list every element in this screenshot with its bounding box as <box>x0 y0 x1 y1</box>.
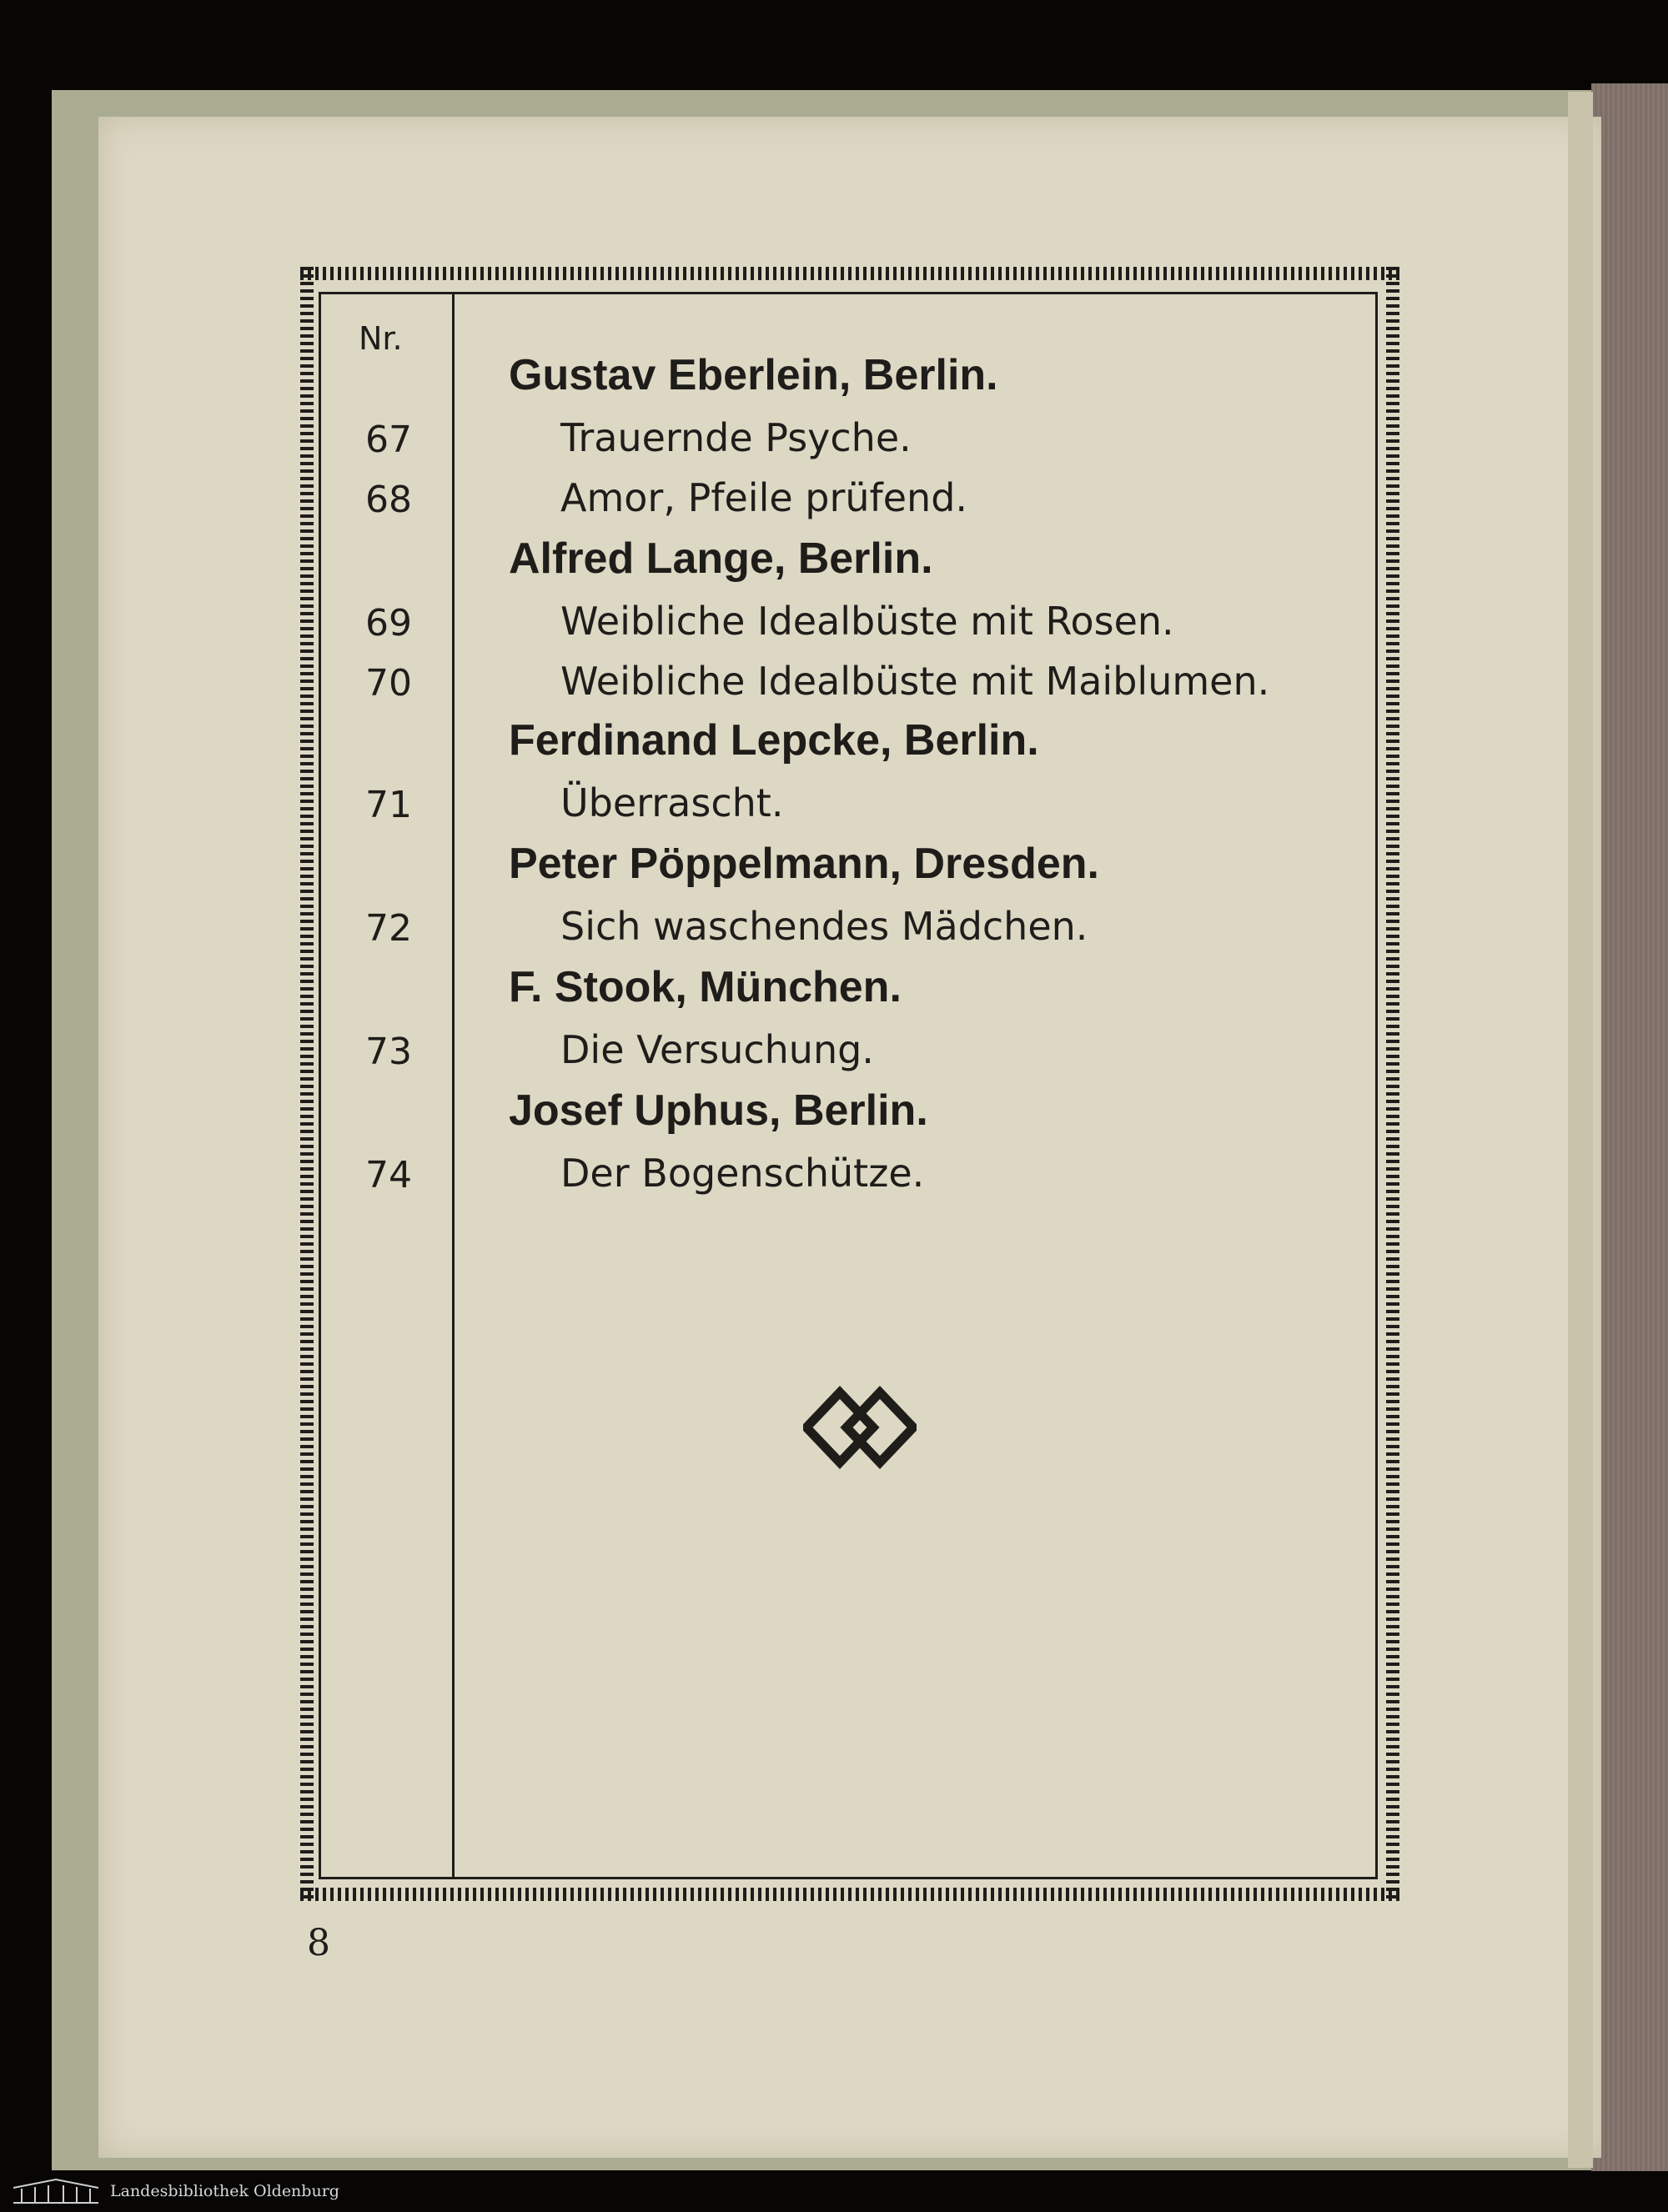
artist-heading: Josef Uphus, Berlin. <box>509 1086 928 1135</box>
catalog-number: 72 <box>365 907 412 950</box>
catalog-number: 74 <box>365 1154 412 1196</box>
work-title: Der Bogenschütze. <box>560 1151 925 1196</box>
work-title: Weibliche Idealbüste mit Rosen. <box>560 599 1174 644</box>
catalog-number: 70 <box>365 662 412 705</box>
artist-heading: Gustav Eberlein, Berlin. <box>509 351 998 399</box>
frame-left-border <box>300 267 314 1901</box>
artist-heading: Ferdinand Lepcke, Berlin. <box>509 716 1039 765</box>
artist-heading: Alfred Lange, Berlin. <box>509 534 933 583</box>
library-building-logo-icon <box>12 2178 100 2204</box>
frame-bottom-border <box>300 1888 1399 1901</box>
frame-top-border <box>300 267 1399 280</box>
work-title: Die Versuchung. <box>560 1027 874 1072</box>
book-spine-cloth <box>1591 83 1668 2176</box>
catalog-number: 71 <box>365 784 412 826</box>
catalog-number: 73 <box>365 1031 412 1073</box>
work-title: Trauernde Psyche. <box>560 415 912 460</box>
artist-heading: Peter Pöppelmann, Dresden. <box>509 840 1099 888</box>
work-title: Weibliche Idealbüste mit Maiblumen. <box>560 659 1270 704</box>
work-title: Sich waschendes Mädchen. <box>560 904 1088 949</box>
interlocked-diamonds-ornament-icon <box>803 1386 917 1469</box>
number-column-header: Nr. <box>359 320 403 357</box>
page-gutter <box>1568 92 1593 2168</box>
library-name: Landesbibliothek Oldenburg <box>110 2182 339 2200</box>
frame-right-border <box>1386 267 1399 1901</box>
catalog-number: 69 <box>365 602 412 645</box>
catalog-number: 68 <box>365 479 412 521</box>
work-title: Amor, Pfeile prüfend. <box>560 475 968 520</box>
artist-heading: F. Stook, München. <box>509 963 902 1011</box>
page-number: 8 <box>307 1922 330 1964</box>
number-column-divider <box>452 292 455 1879</box>
work-title: Überrascht. <box>560 780 784 825</box>
catalog-number: 67 <box>365 419 412 461</box>
